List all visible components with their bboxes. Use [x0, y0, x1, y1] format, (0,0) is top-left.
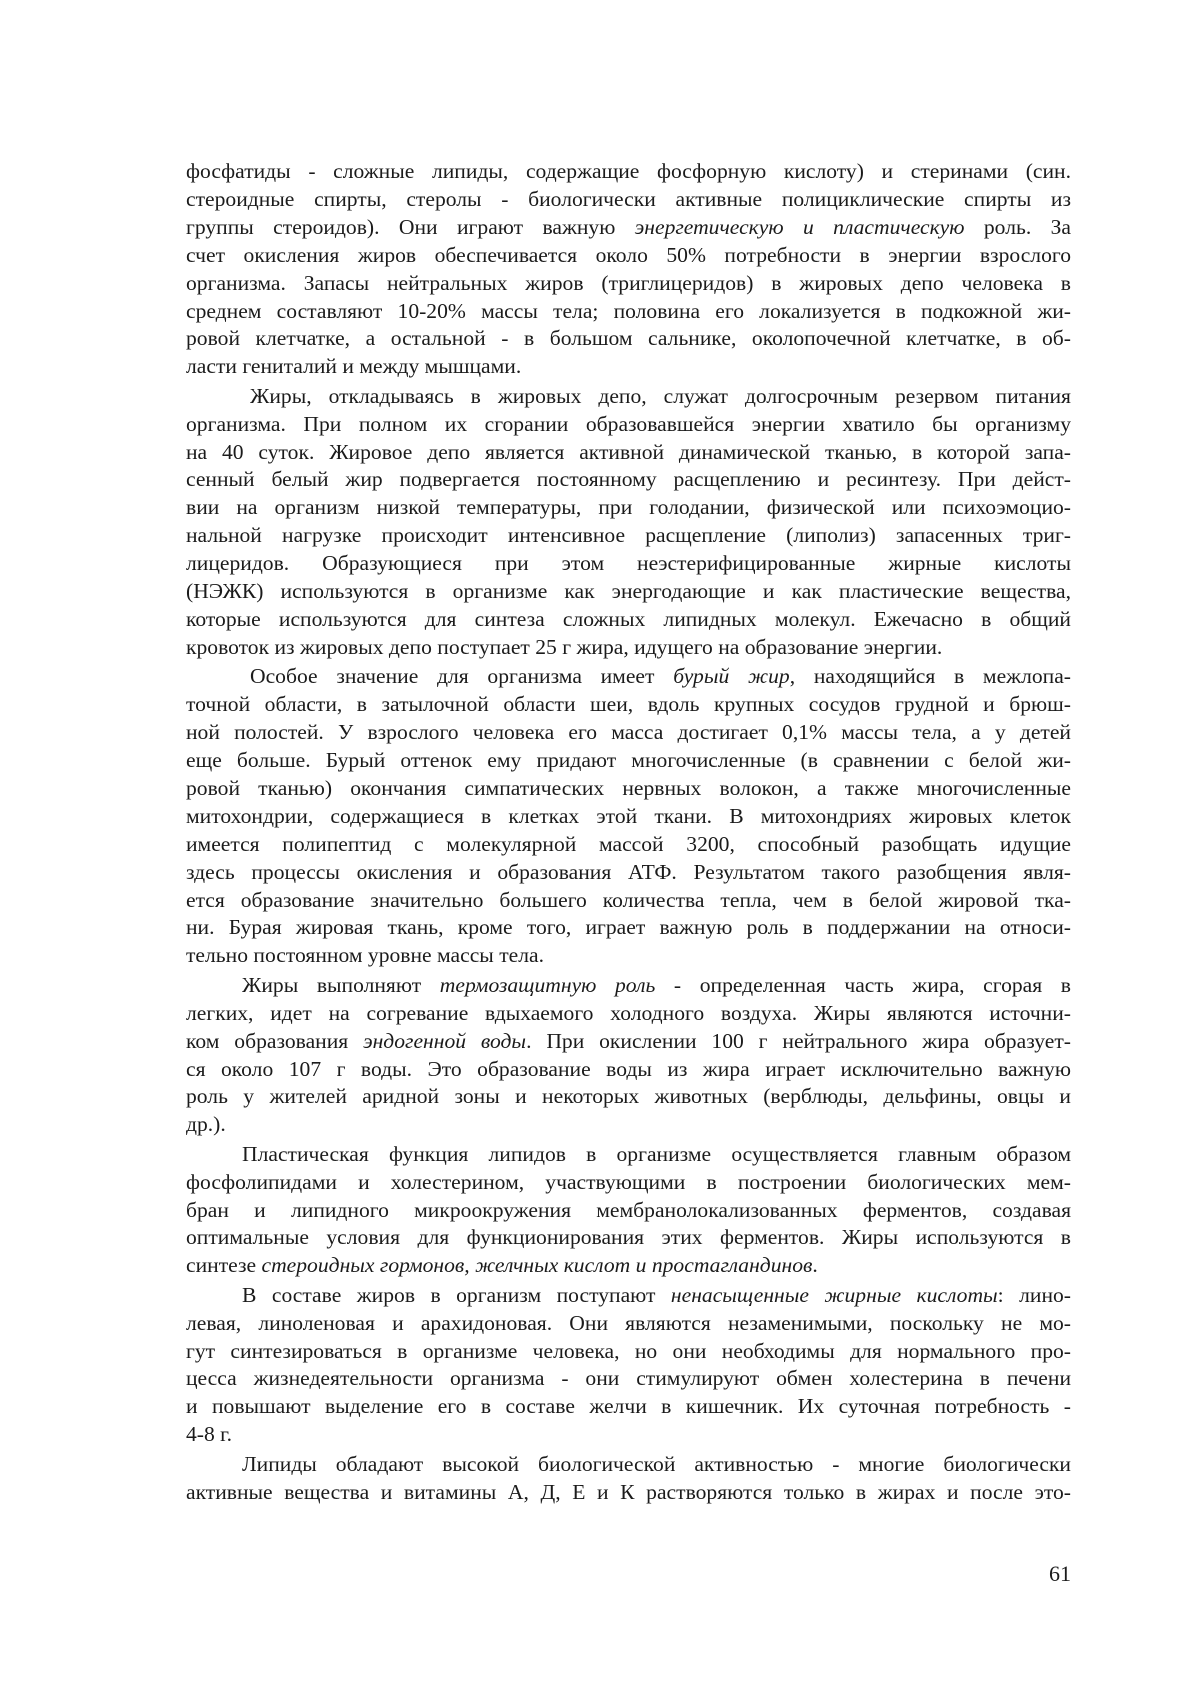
text-run: Жиры выполняют	[242, 972, 440, 997]
text-run: точной области, в затылочной области шеи, вдоль крупных сосудов грудной и брюш-	[186, 692, 1071, 717]
text-run: Особое значение для организма имеет	[250, 664, 674, 689]
text-run: митохондрии, содержащиеся в клетках этой ткани. В митохондриях жировых клеток	[186, 803, 1071, 828]
text-line	[186, 972, 1071, 1000]
text-run: счет окисления жиров обеспечивается около 50% потребности в энергии взрослого	[186, 242, 1071, 267]
text-line	[186, 214, 1071, 242]
text-run: нальной нагрузке происходит интенсивное расщепление (липолиз) запасенных триг-	[186, 523, 1071, 548]
text-run: ласти гениталий и между мышцами.	[186, 354, 522, 379]
text-run: лицеридов. Образующиеся при этом неэстерифицированные жирные кислоты	[186, 551, 1071, 576]
text-run: группы стероидов). Они играют важную	[186, 214, 635, 239]
text-line	[186, 270, 1071, 298]
text-run: гут синтезироваться в организме человека, но они необходимы для нормального про-	[186, 1338, 1071, 1363]
text-line	[186, 298, 1071, 326]
text-run: организма. Запасы нейтральных жиров (триглицеридов) в жировых депо человека в	[186, 270, 1071, 295]
text-line	[186, 1111, 1071, 1139]
text-run: др.).	[186, 1112, 226, 1137]
text-line	[186, 1282, 1071, 1310]
text-run: которые используются для синтеза сложных липидных молекул. Ежечасно в общий	[186, 607, 1071, 631]
text-run: : лино-	[997, 1282, 1071, 1307]
page-number: 61	[1049, 1561, 1071, 1586]
text-run: бран и липидного микроокружения мембранолокализованных ферментов, создавая	[186, 1197, 1071, 1222]
text-run: ся около 107 г воды. Это образование воды из жира играет исключительно важную	[186, 1056, 1071, 1081]
paragraph	[186, 663, 1071, 970]
text-line	[186, 803, 1071, 831]
text-run: оптимальные условия для функционирования этих ферментов. Жиры используются в	[186, 1225, 1071, 1250]
text-run: стероидные спирты, стеролы - биологически активные полициклические спирты из	[186, 186, 1071, 211]
text-line	[186, 1479, 1071, 1507]
italic-text: эндогенной воды	[363, 1028, 527, 1053]
text-run: цесса жизнедеятельности организма - они стимулируют обмен холестерина в печени	[186, 1366, 1071, 1391]
text-line	[186, 1197, 1071, 1225]
text-run: ется образование значительно большего количества тепла, чем в белой жировой тка-	[186, 887, 1071, 912]
text-line	[186, 942, 1071, 970]
text-line	[186, 186, 1071, 214]
text-line	[186, 353, 1071, 381]
paragraph	[186, 1141, 1071, 1281]
text-run: роль у жителей аридной зоны и некоторых животных (верблюды, дельфины, овцы и	[186, 1084, 1071, 1109]
text-line	[186, 1451, 1071, 1479]
text-run: , находящийся в межлопа-	[789, 664, 1071, 689]
italic-text: энергетическую и пластическую	[634, 214, 965, 239]
paragraph	[186, 158, 1071, 381]
paragraph	[186, 1451, 1071, 1507]
italic-text: ненасыщенные жирные кислоты	[670, 1282, 998, 1307]
text-run: .	[812, 1253, 818, 1278]
paragraph	[186, 972, 1071, 1139]
text-run: ровой тканью) окончания симпатических нервных волокон, а также многочисленные	[186, 775, 1071, 800]
text-line	[186, 914, 1071, 942]
text-line	[186, 1310, 1071, 1338]
text-run: ной полостей. У взрослого человека его масса достигает 0,1% массы тела, а у детей	[186, 720, 1071, 745]
text-line	[186, 1252, 1071, 1280]
text-line	[186, 1169, 1071, 1197]
text-line	[186, 887, 1071, 915]
text-line	[186, 439, 1071, 467]
text-line	[186, 1421, 1071, 1449]
text-run: вии на организм низкой температуры, при голодании, физической или психоэмоцио-	[186, 495, 1071, 520]
text-line	[186, 719, 1071, 747]
text-line	[186, 1224, 1071, 1252]
text-line	[186, 325, 1071, 353]
page-body	[186, 158, 1071, 1507]
text-run: имеется полипептид с молекулярной массой 3200, способный разобщать идущие	[186, 831, 1071, 856]
text-run: В составе жиров в организм поступают	[242, 1282, 671, 1307]
text-line	[186, 1365, 1071, 1393]
text-line	[186, 242, 1071, 270]
text-run: еще больше. Бурый оттенок ему придают многочисленные (в сравнении с белой жи-	[186, 748, 1071, 773]
text-run: синтезе	[186, 1253, 262, 1278]
text-run: тельно постоянном уровне массы тела.	[186, 943, 544, 968]
text-run: на 40 суток. Жировое депо является активной динамической тканью, в которой запа-	[186, 439, 1071, 464]
text-line	[186, 411, 1071, 439]
text-line	[186, 634, 1071, 662]
italic-text: бурый жир	[673, 664, 790, 689]
text-run: сенный белый жир подвергается постоянному расщеплению и ресинтезу. При дейст-	[186, 467, 1071, 492]
text-run: кровоток из жировых депо поступает 25 г жира, идущего на образование энергии.	[186, 634, 943, 659]
text-line	[186, 1338, 1071, 1366]
text-run: (НЭЖК) используются в организме как энергодающие и как пластические вещества,	[186, 579, 1071, 604]
text-run: Жиры, откладываясь в жировых депо, служат долгосрочным резервом питания	[250, 383, 1071, 408]
text-line	[186, 1393, 1071, 1421]
text-line	[186, 522, 1071, 550]
text-line	[186, 747, 1071, 775]
text-line	[186, 1028, 1071, 1056]
text-run: роль. За	[964, 214, 1072, 239]
text-line	[186, 494, 1071, 522]
text-run: организма. При полном их сгорании образовавшейся энергии хватило бы организму	[186, 411, 1071, 436]
text-run: - определенная часть жира, сгорая в	[655, 972, 1071, 997]
text-run: ком образования	[186, 1028, 364, 1053]
text-run: Липиды обладают высокой биологической активностью - многие биологически	[242, 1451, 1071, 1476]
text-run: ни. Бурая жировая ткань, кроме того, играет важную роль в поддержании на относи-	[186, 915, 1071, 940]
text-run: и повышают выделение его в составе желчи в кишечник. Их суточная потребность -	[186, 1394, 1071, 1419]
italic-text: термозащитную роль	[439, 972, 656, 997]
paragraph	[186, 1282, 1071, 1449]
text-line	[186, 1083, 1071, 1111]
text-run: ровой клетчатке, а остальной - в большом сальнике, околопочечной клетчатке, в об-	[186, 326, 1071, 351]
text-run: легких, идет на согревание вдыхаемого холодного воздуха. Жиры являются источни-	[186, 1000, 1071, 1025]
text-line	[186, 859, 1071, 887]
text-run: фосфатиды - сложные липиды, содержащие фосфорную кислоту) и стеринами (син.	[186, 159, 1071, 183]
text-line	[186, 466, 1071, 494]
text-run: левая, линоленовая и арахидоновая. Они являются незаменимыми, поскольку не мо-	[186, 1310, 1071, 1335]
text-run: 4-8 г.	[186, 1422, 233, 1447]
text-line	[186, 550, 1071, 578]
text-line	[186, 775, 1071, 803]
text-run: фосфолипидами и холестерином, участвующими в построении биологических мем-	[186, 1169, 1071, 1194]
text-run: активные вещества и витамины А, Д, Е и К растворяются только в жирах и после это-	[186, 1479, 1071, 1504]
text-line	[186, 1056, 1071, 1084]
text-run: . При окислении 100 г нейтрального жира образует-	[526, 1028, 1071, 1053]
text-run: Пластическая функция липидов в организме осуществляется главным образом	[242, 1141, 1071, 1166]
text-line	[186, 663, 1071, 691]
paragraph	[186, 383, 1071, 662]
text-line	[186, 691, 1071, 719]
text-line	[186, 578, 1071, 606]
text-line	[186, 606, 1071, 634]
text-line	[186, 831, 1071, 859]
text-run: среднем составляют 10-20% массы тела; половина его локализуется в подкожной жи-	[186, 298, 1071, 323]
text-line	[186, 158, 1071, 186]
text-line	[186, 1141, 1071, 1169]
text-run: здесь процессы окисления и образования АТФ. Результатом такого разобщения явля-	[186, 859, 1071, 884]
italic-text: стероидных гормонов, желчных кислот и простагландинов	[261, 1253, 813, 1278]
text-line	[186, 1000, 1071, 1028]
text-line	[186, 383, 1071, 411]
